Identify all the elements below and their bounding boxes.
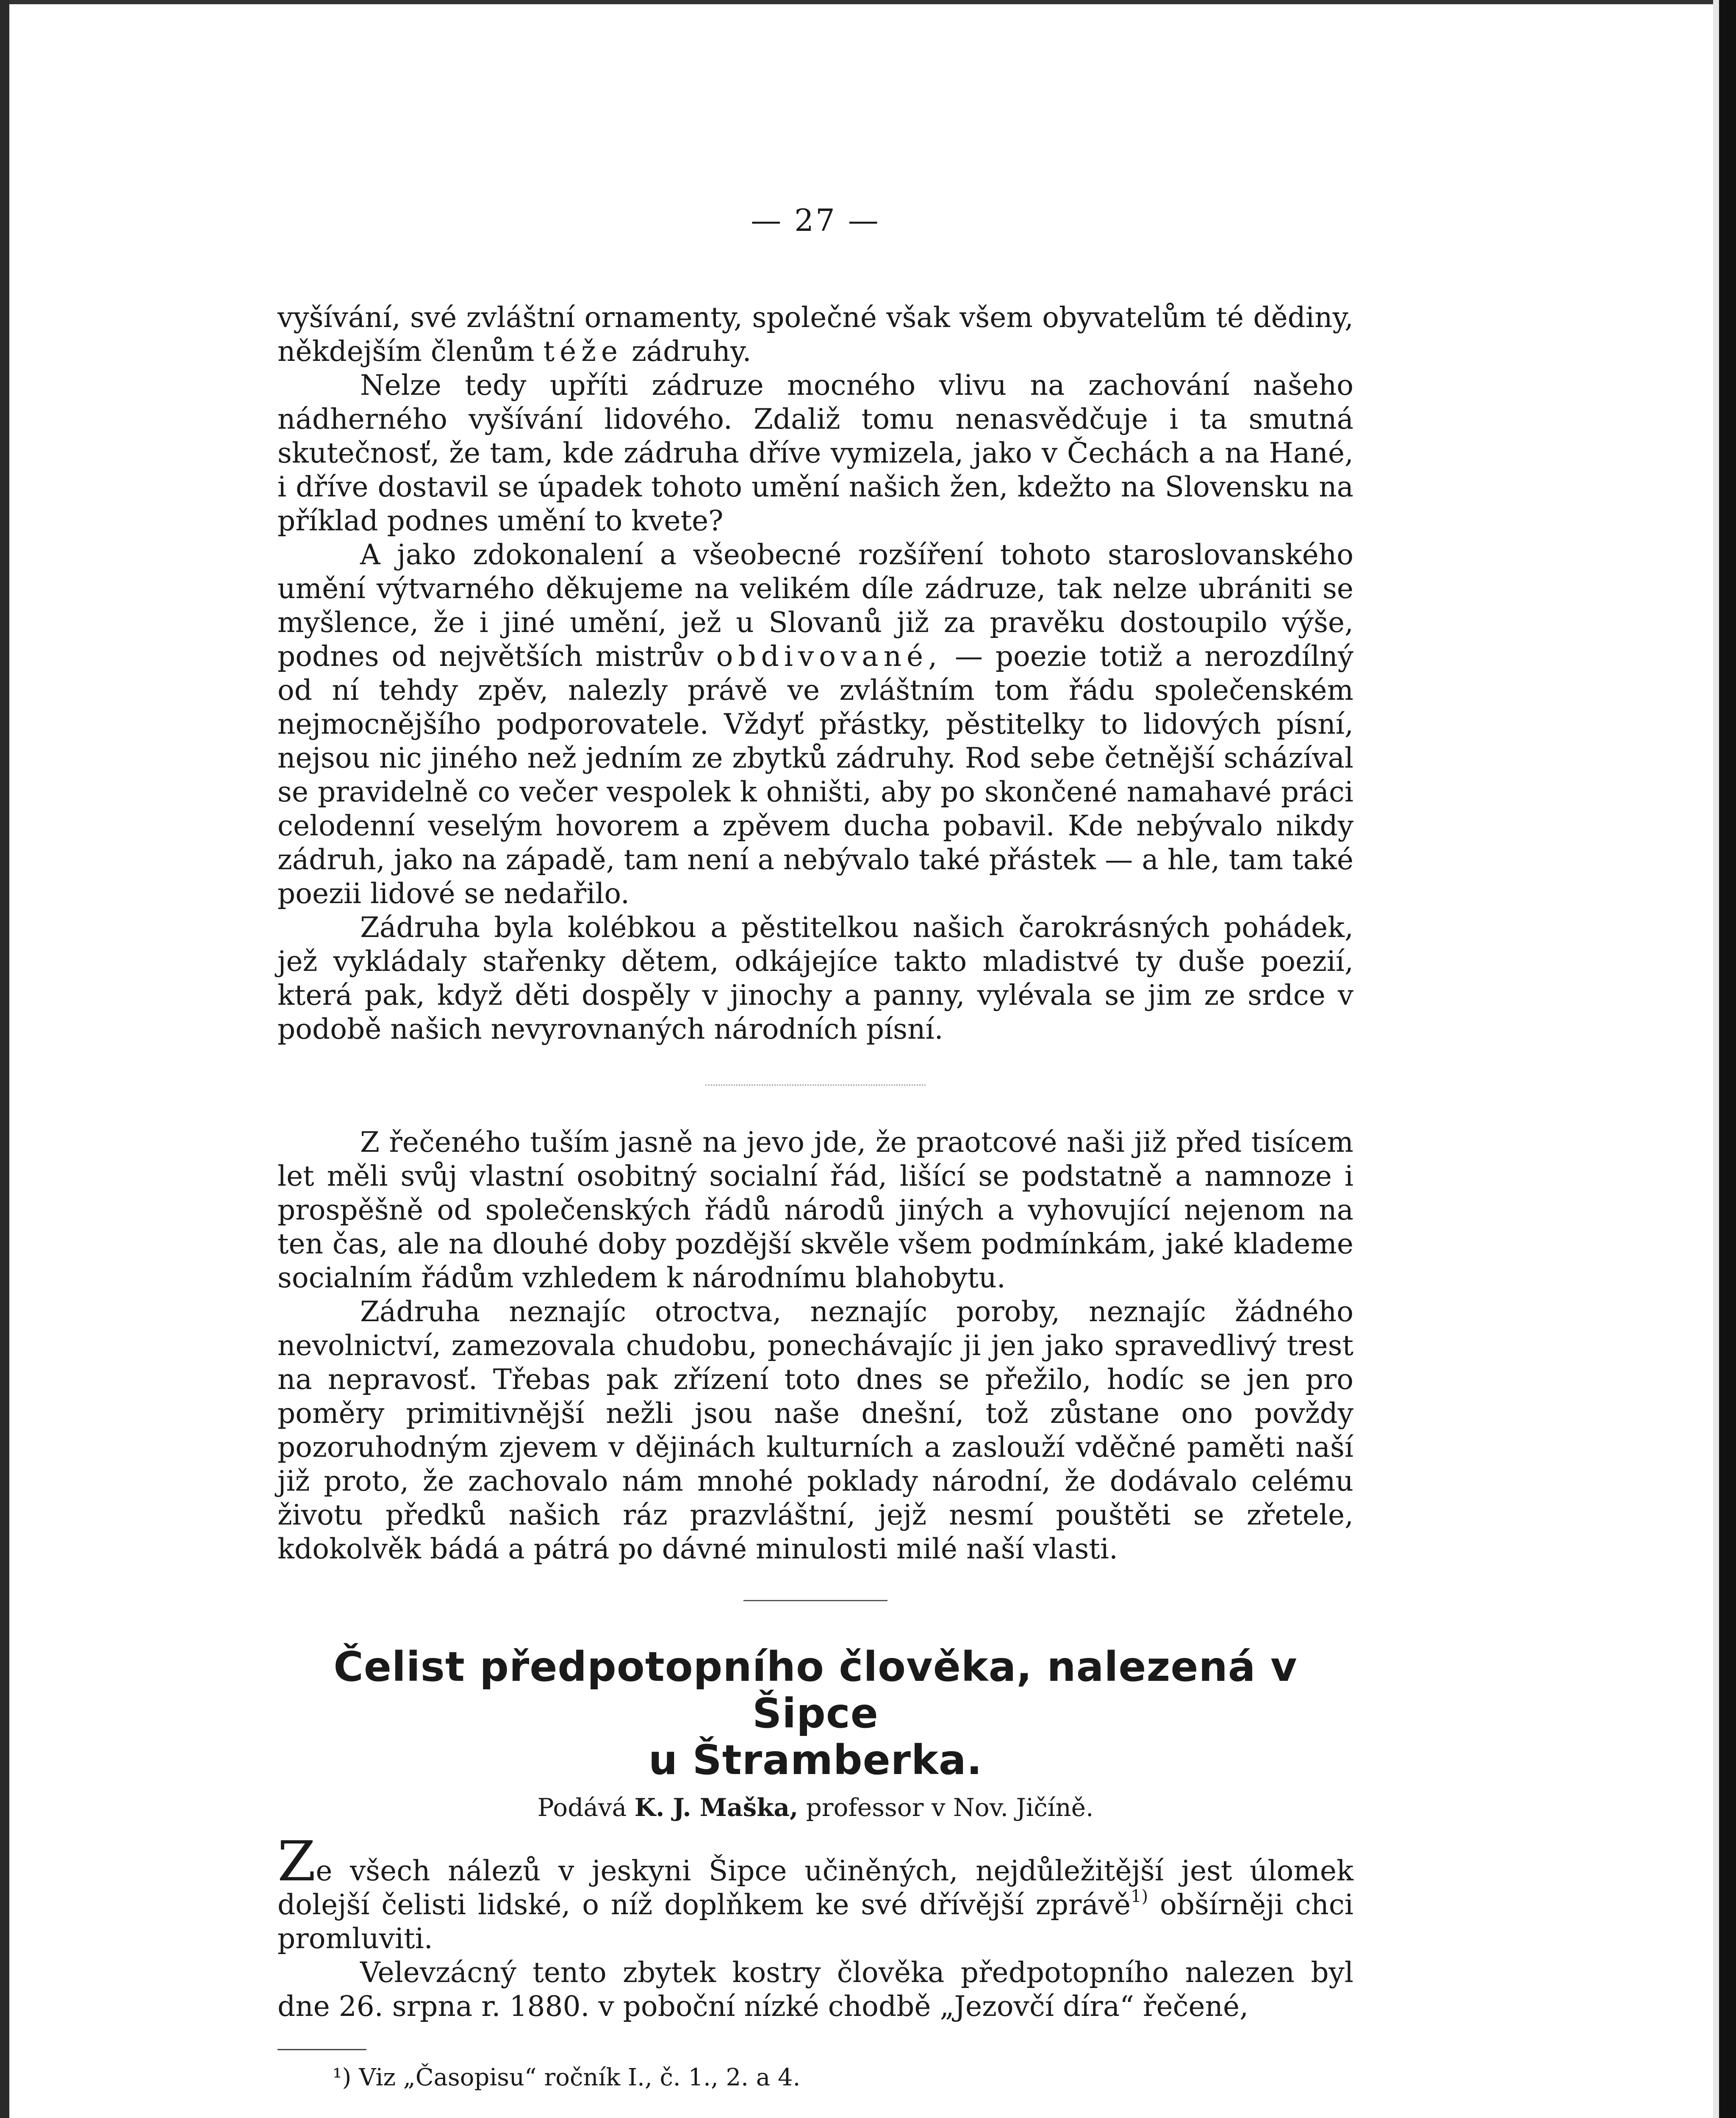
article-title: Čelist předpotopního člověka, nalezená v Šipce u Štramberka. bbox=[333, 1643, 1298, 1784]
byline: Podává K. J. Maška, professor v Nov. Jičíně. bbox=[537, 1793, 1094, 1822]
emphasized-word: téže bbox=[543, 335, 623, 368]
paragraph: vyšívání, své zvláštní ornamenty, společné však všem obyvatelům té dědiny, někdejším členům téže zádruhy. bbox=[277, 301, 1353, 368]
document-page bbox=[277, 203, 1353, 2093]
scan-border-top bbox=[0, 0, 1736, 4]
scan-border-left bbox=[0, 0, 9, 2118]
scan-border-right-light bbox=[1713, 0, 1719, 2118]
paragraph: A jako zdokonalení a všeobecné rozšíření tohoto staroslovanského umění výtvarného děkujeme na velikém díle zádruze, tak nelze ubrániti se myšlence, že i jiné umění, jež u Slovanů již za pravěku dostoupilo výše, podnes od největších mistrův obdivované, — poezie totiž a nerozdílný od ní tehdy zpěv, nalezly právě ve zvláštním tom řádu společenském nejmocnějšího podporovatele. Vždyť přástky, pěstitelky to lidových písní, nejsou nic jiného než jedním ze zbytků zádruhy. Rod sebe četnější scházíval se pravidelně co večer vespolek k ohništi, aby po skončené namahavé práci celodenní veselým hovorem a zpěvem ducha pobavil. Kde nebývalo nikdy zádruh, jako na západě, tam není a nebývalo také přástek — a hle, tam také poezii lidové se nedařilo. bbox=[277, 538, 1353, 910]
article-divider bbox=[743, 1600, 887, 1601]
footnote: ¹) Viz „Časopisu“ ročník I., č. 1., 2. a 4. bbox=[333, 2064, 801, 2091]
page-number: — 27 — bbox=[751, 202, 880, 238]
paragraph: Zádruha neznajíc otroctva, neznajíc poroby, neznajíc žádného nevolnictví, zamezovala chudobu, ponechávajíc ji jen jako spravedlivý trest na nepravosť. Třebas pak zřízení toto dnes se přežilo, hodíc se jen pro poměry primitivnější nežli jsou naše dnešní, tož zůstane ono povždy pozoruhodným zjevem v dějinách kulturních a zaslouží vděčné paměti naší již proto, že zachovalo nám mnohé poklady národní, že dodávalo celému životu předků našich ráz prazvláštní, jejž nesmí pouštěti se zřetele, kdokolvěk bádá a pátrá po dávné minulosti milé naší vlasti. bbox=[277, 1295, 1353, 1565]
paragraph: Ze všech nálezů v jeskyni Šipce učiněných, nejdůležitější jest úlomek dolejší čelisti lidské, o níž doplňkem ke své dřívější zprávě$^{1)}$ obšírněji chci promluviti. bbox=[277, 1829, 1353, 1955]
emphasized-word: obdivované, bbox=[716, 640, 943, 673]
paragraph: Zádruha byla kolébkou a pěstitelkou našich čarokrásných pohádek, jež vykládaly stařenky dětem, odkájejíce takto mladistvé ty duše poezií, která pak, když děti dospěly v jinochy a panny, vylévala se jim ze srdce v podobě našich nevyrovnaných národních písní. bbox=[277, 911, 1353, 1045]
paragraph: Z řečeného tuším jasně na jevo jde, že praotcové naši již před tisícem let měli svůj vlastní osobitný socialní řád, lišící se podstatně a namnoze i prospěšně od společenských řádů národů jiných a vyhovující nejenom na ten čas, ale na dlouhé doby pozdější skvěle všem podmínkám, jaké klademe socialním řádům vzhledem k národnímu blahobytu. bbox=[277, 1126, 1353, 1294]
paragraph: Nelze tedy upříti zádruze mocného vlivu na zachování našeho nádherného vyšívání lidového. Zdaliž tomu nenasvědčuje i ta smutná skutečnosť, že tam, kde zádruha dříve vymizela, jako v Čechách a na Hané, i dříve dostavil se úpadek tohoto umění našich žen, kdežto na Slovensku na příklad podnes umění to kvete? bbox=[277, 369, 1353, 537]
paragraph: Velevzácný tento zbytek kostry člověka předpotopního nalezen byl dne 26. srpna r. 1880. v pobočnı́ nízké chodbě „Jezovčí díra“ řečené, bbox=[277, 1956, 1353, 2023]
section-divider bbox=[705, 1084, 926, 1087]
footnote-rule bbox=[277, 2049, 366, 2050]
scan-border-right bbox=[1719, 0, 1736, 2118]
author-name: K. J. Maška, bbox=[634, 1793, 799, 1822]
footnote-reference: 1) bbox=[1131, 1887, 1148, 1906]
drop-cap: Z bbox=[277, 1829, 316, 1893]
